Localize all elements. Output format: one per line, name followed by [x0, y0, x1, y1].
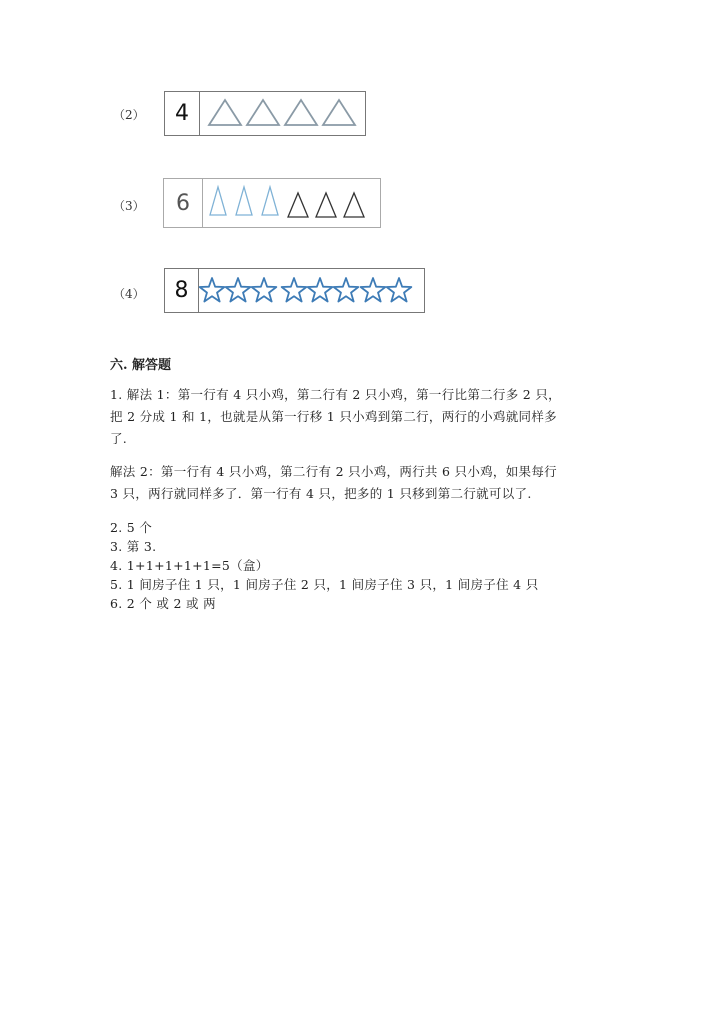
section-title: 六. 解答题: [110, 358, 172, 373]
triangle-icon: [316, 193, 336, 217]
answer-1-line-3: 了.: [110, 431, 128, 446]
triangle-icon: [209, 100, 241, 125]
star-icon: [334, 278, 359, 302]
answer-5: 5. 1 间房子住 1 只，1 间房子住 2 只，1 间房子住 3 只，1 间房子住 4 只: [110, 577, 539, 592]
answer-1-line-1: 1. 解法 1：第一行有 4 只小鸡，第二行有 2 只小鸡，第一行比第二行多 2 只，: [110, 387, 561, 402]
figure-box-2: [164, 91, 366, 136]
triangle-icon: [210, 187, 226, 215]
figure-box-4: [164, 268, 425, 313]
figure-box-3: [163, 178, 381, 228]
star-icon: [308, 278, 333, 302]
answer-3: 3. 第 3.: [110, 539, 157, 554]
answer-1b-line-1: 解法 2：第一行有 4 只小鸡，第二行有 2 只小鸡，两行共 6 只小鸡，如果每行: [110, 464, 557, 479]
triangle-icon: [323, 100, 355, 125]
triangle-icon: [247, 100, 279, 125]
item-label-4: （4）: [113, 287, 145, 301]
answer-6: 6. 2 个 或 2 或 两: [110, 596, 216, 611]
triangle-icon: [344, 193, 364, 217]
star-icon: [387, 278, 412, 302]
triangle-icon: [262, 187, 278, 215]
triangle-icon: [288, 193, 308, 217]
triangle-icon: [236, 187, 252, 215]
star-icon: [282, 278, 307, 302]
star-icon: [226, 278, 251, 302]
triangle-icon: [285, 100, 317, 125]
star-icon: [252, 278, 277, 302]
count-number-4: 8: [165, 269, 199, 312]
count-number-2: 4: [165, 92, 200, 135]
star-icon: [200, 278, 225, 302]
answer-4: 4. 1+1+1+1+1=5（盒）: [110, 558, 269, 573]
item-label-3: （3）: [113, 199, 145, 213]
count-number-3: 6: [164, 179, 203, 227]
star-group-4: [199, 269, 419, 312]
item-label-2: （2）: [113, 108, 145, 122]
triangle-group-3: [206, 179, 381, 227]
answer-1b-line-2: 3 只，两行就同样多了．第一行有 4 只，把多的 1 只移到第二行就可以了.: [110, 486, 532, 501]
triangle-group-2: [203, 92, 363, 135]
answer-2: 2. 5 个: [110, 520, 153, 535]
answer-1-line-2: 把 2 分成 1 和 1，也就是从第一行移 1 只小鸡到第二行，两行的小鸡就同样多: [110, 409, 557, 424]
star-icon: [361, 278, 386, 302]
